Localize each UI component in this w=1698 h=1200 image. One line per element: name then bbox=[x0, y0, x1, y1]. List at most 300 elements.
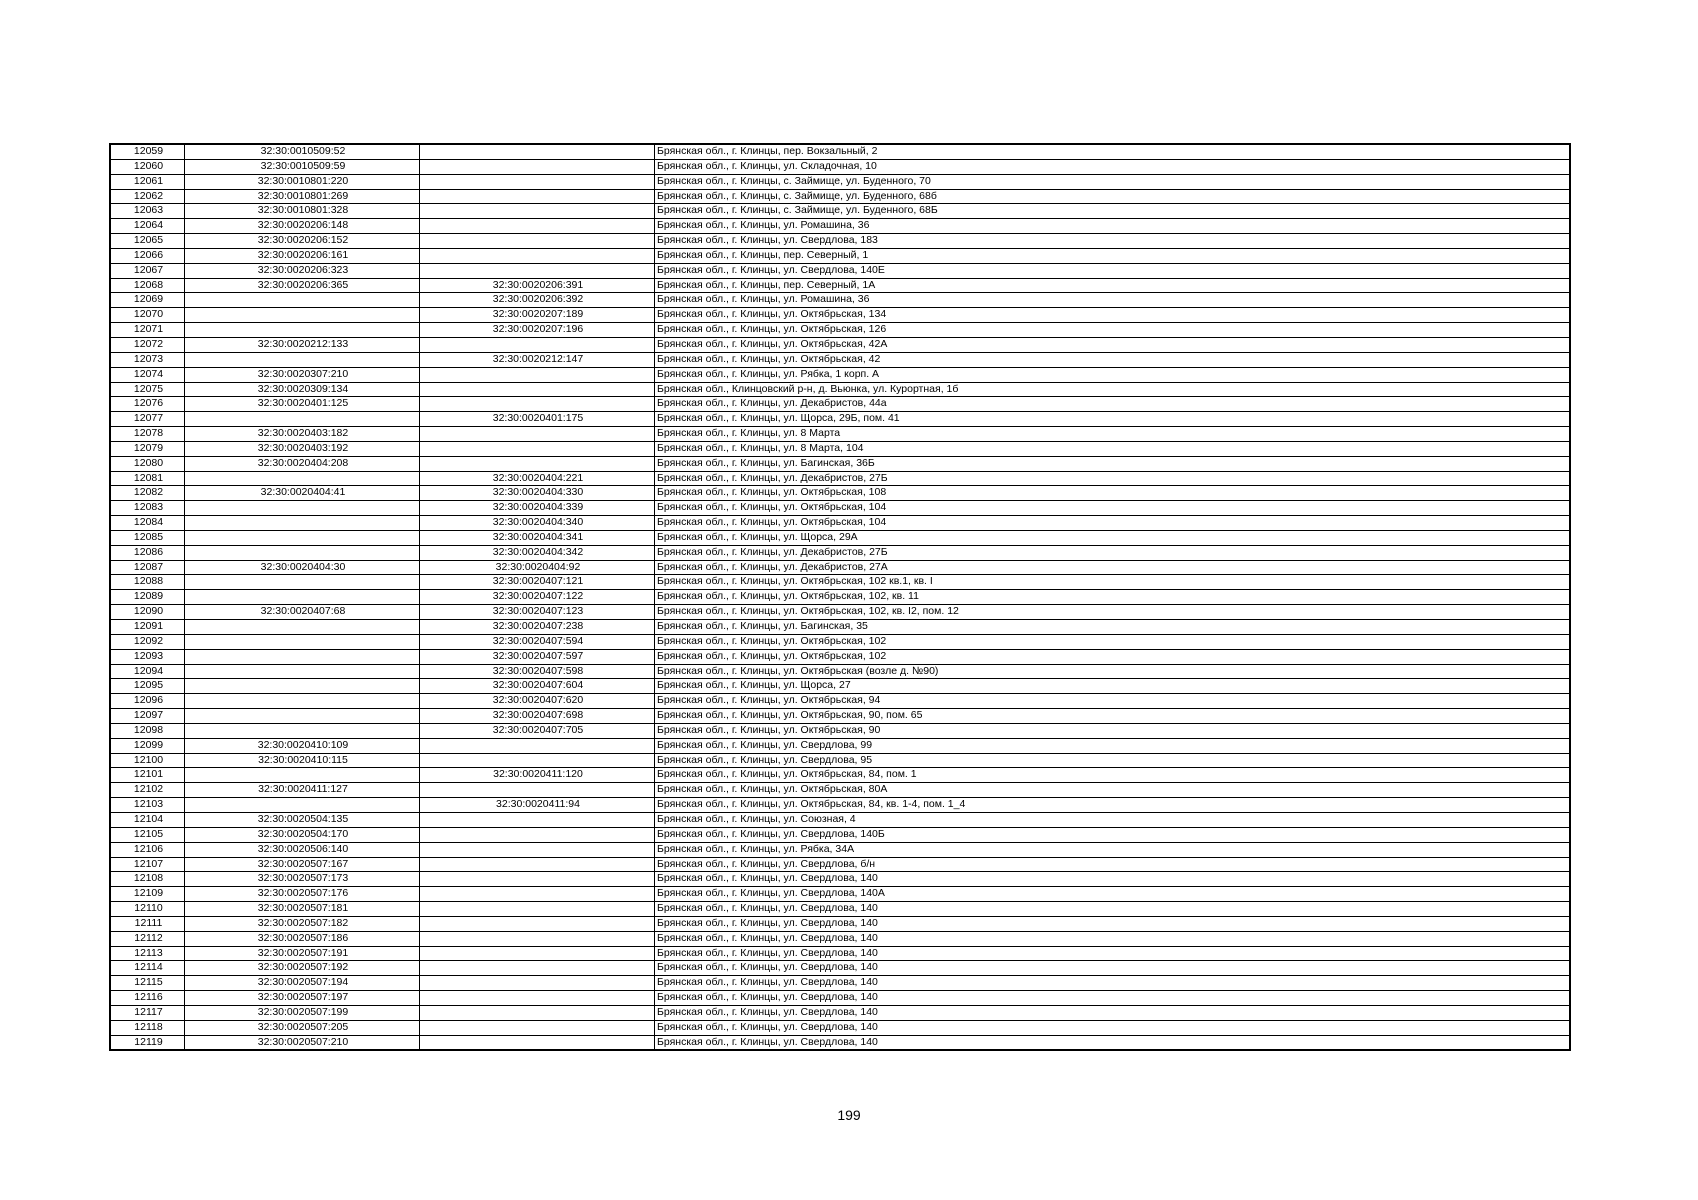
related-cadastral-number-cell bbox=[420, 234, 655, 249]
row-number-cell: 12095 bbox=[110, 679, 185, 694]
related-cadastral-number-cell: 32:30:0020407:620 bbox=[420, 694, 655, 709]
address-cell: Брянская обл., г. Клинцы, ул. Октябрьская, 94 bbox=[655, 694, 1571, 709]
related-cadastral-number-cell bbox=[420, 248, 655, 263]
related-cadastral-number-cell: 32:30:0020407:705 bbox=[420, 723, 655, 738]
table-row bbox=[110, 709, 1570, 724]
cadastral-number-cell: 32:30:0020507:182 bbox=[185, 916, 420, 931]
table-row bbox=[110, 412, 1570, 427]
address-cell: Брянская обл., г. Клинцы, ул. Свердлова, 140 bbox=[655, 961, 1571, 976]
address-cell: Брянская обл., г. Клинцы, ул. Свердлова, 140 bbox=[655, 872, 1571, 887]
row-number-cell: 12071 bbox=[110, 323, 185, 338]
cadastral-number-cell: 32:30:0020507:191 bbox=[185, 946, 420, 961]
row-number-cell: 12075 bbox=[110, 382, 185, 397]
row-number-cell: 12094 bbox=[110, 664, 185, 679]
row-number-cell: 12110 bbox=[110, 902, 185, 917]
related-cadastral-number-cell: 32:30:0020407:604 bbox=[420, 679, 655, 694]
cadastral-number-cell: 32:30:0010801:269 bbox=[185, 189, 420, 204]
related-cadastral-number-cell: 32:30:0020404:330 bbox=[420, 486, 655, 501]
table-row bbox=[110, 694, 1570, 709]
row-number-cell: 12059 bbox=[110, 144, 185, 159]
table-row bbox=[110, 248, 1570, 263]
cadastral-number-cell bbox=[185, 530, 420, 545]
table-row bbox=[110, 486, 1570, 501]
address-cell: Брянская обл., г. Клинцы, ул. Свердлова, 140 bbox=[655, 902, 1571, 917]
related-cadastral-number-cell bbox=[420, 946, 655, 961]
cadastral-number-cell: 32:30:0020309:134 bbox=[185, 382, 420, 397]
related-cadastral-number-cell bbox=[420, 931, 655, 946]
related-cadastral-number-cell bbox=[420, 1020, 655, 1035]
related-cadastral-number-cell bbox=[420, 159, 655, 174]
cadastral-number-cell bbox=[185, 501, 420, 516]
cadastral-number-cell: 32:30:0020212:133 bbox=[185, 337, 420, 352]
table-row bbox=[110, 1005, 1570, 1020]
row-number-cell: 12118 bbox=[110, 1020, 185, 1035]
row-number-cell: 12069 bbox=[110, 293, 185, 308]
row-number-cell: 12083 bbox=[110, 501, 185, 516]
related-cadastral-number-cell bbox=[420, 367, 655, 382]
address-cell: Брянская обл., г. Клинцы, ул. Щорса, 29А bbox=[655, 530, 1571, 545]
address-cell: Брянская обл., г. Клинцы, пер. Вокзальный, 2 bbox=[655, 144, 1571, 159]
related-cadastral-number-cell bbox=[420, 456, 655, 471]
row-number-cell: 12082 bbox=[110, 486, 185, 501]
row-number-cell: 12067 bbox=[110, 263, 185, 278]
cadastral-number-cell bbox=[185, 798, 420, 813]
related-cadastral-number-cell: 32:30:0020206:391 bbox=[420, 278, 655, 293]
address-cell: Брянская обл., г. Клинцы, ул. Октябрьская, 84, пом. 1 bbox=[655, 768, 1571, 783]
row-number-cell: 12108 bbox=[110, 872, 185, 887]
table-row bbox=[110, 649, 1570, 664]
address-cell: Брянская обл., г. Клинцы, ул. Октябрьская, 102 кв.1, кв. I bbox=[655, 575, 1571, 590]
cadastral-number-cell bbox=[185, 679, 420, 694]
row-number-cell: 12081 bbox=[110, 471, 185, 486]
row-number-cell: 12076 bbox=[110, 397, 185, 412]
related-cadastral-number-cell: 32:30:0020411:94 bbox=[420, 798, 655, 813]
row-number-cell: 12100 bbox=[110, 753, 185, 768]
address-cell: Брянская обл., г. Клинцы, ул. Щорса, 29Б, пом. 41 bbox=[655, 412, 1571, 427]
cadastral-number-cell: 32:30:0020403:182 bbox=[185, 427, 420, 442]
address-cell: Брянская обл., г. Клинцы, ул. Ромашина, 36 bbox=[655, 293, 1571, 308]
row-number-cell: 12084 bbox=[110, 516, 185, 531]
cadastral-number-cell: 32:30:0020407:68 bbox=[185, 605, 420, 620]
cadastral-number-cell: 32:30:0020410:109 bbox=[185, 738, 420, 753]
cadastral-number-cell bbox=[185, 590, 420, 605]
table-row bbox=[110, 931, 1570, 946]
row-number-cell: 12068 bbox=[110, 278, 185, 293]
row-number-cell: 12073 bbox=[110, 352, 185, 367]
related-cadastral-number-cell bbox=[420, 872, 655, 887]
cadastral-number-cell: 32:30:0020507:167 bbox=[185, 857, 420, 872]
related-cadastral-number-cell: 32:30:0020407:594 bbox=[420, 634, 655, 649]
row-number-cell: 12086 bbox=[110, 545, 185, 560]
address-cell: Брянская обл., г. Клинцы, ул. Багинская, 35 bbox=[655, 620, 1571, 635]
related-cadastral-number-cell: 32:30:0020407:698 bbox=[420, 709, 655, 724]
related-cadastral-number-cell bbox=[420, 441, 655, 456]
table-row bbox=[110, 293, 1570, 308]
address-cell: Брянская обл., г. Клинцы, ул. Октябрьская, 84, кв. 1-4, пом. 1_4 bbox=[655, 798, 1571, 813]
row-number-cell: 12066 bbox=[110, 248, 185, 263]
cadastral-number-cell: 32:30:0010801:220 bbox=[185, 174, 420, 189]
address-cell: Брянская обл., Клинцовский р-н, д. Вьюнка, ул. Курортная, 1б bbox=[655, 382, 1571, 397]
related-cadastral-number-cell: 32:30:0020407:597 bbox=[420, 649, 655, 664]
related-cadastral-number-cell: 32:30:0020407:598 bbox=[420, 664, 655, 679]
table-row bbox=[110, 798, 1570, 813]
cadastral-number-cell: 32:30:0020507:173 bbox=[185, 872, 420, 887]
table-row bbox=[110, 812, 1570, 827]
related-cadastral-number-cell: 32:30:0020404:340 bbox=[420, 516, 655, 531]
cadastral-number-cell: 32:30:0020206:161 bbox=[185, 248, 420, 263]
row-number-cell: 12089 bbox=[110, 590, 185, 605]
table-row bbox=[110, 530, 1570, 545]
row-number-cell: 12105 bbox=[110, 827, 185, 842]
related-cadastral-number-cell bbox=[420, 427, 655, 442]
address-cell: Брянская обл., г. Клинцы, ул. Октябрьская, 134 bbox=[655, 308, 1571, 323]
table-row bbox=[110, 827, 1570, 842]
row-number-cell: 12112 bbox=[110, 931, 185, 946]
table-row bbox=[110, 753, 1570, 768]
address-cell: Брянская обл., г. Клинцы, ул. Декабристов, 27А bbox=[655, 560, 1571, 575]
address-cell: Брянская обл., г. Клинцы, ул. Октябрьская, 102 bbox=[655, 634, 1571, 649]
related-cadastral-number-cell: 32:30:0020404:92 bbox=[420, 560, 655, 575]
cadastral-number-cell: 32:30:0020507:197 bbox=[185, 991, 420, 1006]
address-cell: Брянская обл., г. Клинцы, ул. Октябрьская, 104 bbox=[655, 501, 1571, 516]
related-cadastral-number-cell bbox=[420, 337, 655, 352]
cadastral-number-cell bbox=[185, 664, 420, 679]
cadastral-number-cell: 32:30:0020403:192 bbox=[185, 441, 420, 456]
address-cell: Брянская обл., г. Клинцы, ул. Декабристов, 27Б bbox=[655, 545, 1571, 560]
table-row bbox=[110, 872, 1570, 887]
table-row bbox=[110, 887, 1570, 902]
cadastral-number-cell bbox=[185, 768, 420, 783]
table-row bbox=[110, 902, 1570, 917]
row-number-cell: 12061 bbox=[110, 174, 185, 189]
row-number-cell: 12079 bbox=[110, 441, 185, 456]
related-cadastral-number-cell: 32:30:0020404:221 bbox=[420, 471, 655, 486]
address-cell: Брянская обл., г. Клинцы, ул. Багинская, 36Б bbox=[655, 456, 1571, 471]
address-cell: Брянская обл., г. Клинцы, ул. Ромашина, 36 bbox=[655, 219, 1571, 234]
row-number-cell: 12117 bbox=[110, 1005, 185, 1020]
related-cadastral-number-cell: 32:30:0020207:196 bbox=[420, 323, 655, 338]
cadastral-number-cell bbox=[185, 694, 420, 709]
row-number-cell: 12060 bbox=[110, 159, 185, 174]
registry-sheet bbox=[109, 143, 1571, 1051]
table-row bbox=[110, 634, 1570, 649]
table-row bbox=[110, 144, 1570, 159]
row-number-cell: 12088 bbox=[110, 575, 185, 590]
cadastral-number-cell: 32:30:0020507:176 bbox=[185, 887, 420, 902]
related-cadastral-number-cell bbox=[420, 976, 655, 991]
related-cadastral-number-cell bbox=[420, 204, 655, 219]
cadastral-number-cell: 32:30:0020506:140 bbox=[185, 842, 420, 857]
row-number-cell: 12097 bbox=[110, 709, 185, 724]
related-cadastral-number-cell bbox=[420, 961, 655, 976]
related-cadastral-number-cell bbox=[420, 916, 655, 931]
address-cell: Брянская обл., г. Клинцы, ул. Свердлова, 140Б bbox=[655, 827, 1571, 842]
related-cadastral-number-cell: 32:30:0020404:342 bbox=[420, 545, 655, 560]
table-row bbox=[110, 842, 1570, 857]
address-cell: Брянская обл., г. Клинцы, ул. Свердлова, 140 bbox=[655, 976, 1571, 991]
cadastral-number-cell: 32:30:0020507:205 bbox=[185, 1020, 420, 1035]
table-row bbox=[110, 204, 1570, 219]
address-cell: Брянская обл., г. Клинцы, ул. Свердлова, 95 bbox=[655, 753, 1571, 768]
address-cell: Брянская обл., г. Клинцы, ул. Свердлова, 140 bbox=[655, 1020, 1571, 1035]
cadastral-number-cell bbox=[185, 620, 420, 635]
table-row bbox=[110, 1035, 1570, 1050]
cadastral-number-cell bbox=[185, 352, 420, 367]
row-number-cell: 12072 bbox=[110, 337, 185, 352]
table-row bbox=[110, 679, 1570, 694]
cadastral-number-cell: 32:30:0020410:115 bbox=[185, 753, 420, 768]
row-number-cell: 12077 bbox=[110, 412, 185, 427]
table-row bbox=[110, 916, 1570, 931]
cadastral-number-cell: 32:30:0010509:52 bbox=[185, 144, 420, 159]
cadastral-number-cell: 32:30:0020507:186 bbox=[185, 931, 420, 946]
cadastral-number-cell: 32:30:0020507:181 bbox=[185, 902, 420, 917]
table-row bbox=[110, 545, 1570, 560]
address-cell: Брянская обл., г. Клинцы, ул. Свердлова, 140 bbox=[655, 1005, 1571, 1020]
cadastral-number-cell: 32:30:0020504:170 bbox=[185, 827, 420, 842]
address-cell: Брянская обл., г. Клинцы, пер. Северный, 1 bbox=[655, 248, 1571, 263]
related-cadastral-number-cell bbox=[420, 812, 655, 827]
related-cadastral-number-cell bbox=[420, 753, 655, 768]
row-number-cell: 12092 bbox=[110, 634, 185, 649]
table-row bbox=[110, 575, 1570, 590]
table-row bbox=[110, 961, 1570, 976]
registry-table-body bbox=[110, 144, 1570, 1050]
address-cell: Брянская обл., г. Клинцы, ул. Свердлова, 140А bbox=[655, 887, 1571, 902]
row-number-cell: 12090 bbox=[110, 605, 185, 620]
cadastral-number-cell: 32:30:0020507:210 bbox=[185, 1035, 420, 1050]
table-row bbox=[110, 738, 1570, 753]
table-row bbox=[110, 427, 1570, 442]
related-cadastral-number-cell bbox=[420, 887, 655, 902]
row-number-cell: 12098 bbox=[110, 723, 185, 738]
address-cell: Брянская обл., г. Клинцы, ул. Свердлова, 140 bbox=[655, 991, 1571, 1006]
cadastral-number-cell bbox=[185, 412, 420, 427]
address-cell: Брянская обл., г. Клинцы, ул. Октябрьская, 102 bbox=[655, 649, 1571, 664]
address-cell: Брянская обл., г. Клинцы, ул. Октябрьская, 90, пом. 65 bbox=[655, 709, 1571, 724]
address-cell: Брянская обл., г. Клинцы, ул. Свердлова, 140 bbox=[655, 931, 1571, 946]
cadastral-number-cell: 32:30:0020507:192 bbox=[185, 961, 420, 976]
address-cell: Брянская обл., г. Клинцы, ул. Союзная, 4 bbox=[655, 812, 1571, 827]
related-cadastral-number-cell bbox=[420, 1035, 655, 1050]
related-cadastral-number-cell: 32:30:0020407:122 bbox=[420, 590, 655, 605]
row-number-cell: 12102 bbox=[110, 783, 185, 798]
related-cadastral-number-cell bbox=[420, 144, 655, 159]
cadastral-number-cell: 32:30:0010801:328 bbox=[185, 204, 420, 219]
table-row bbox=[110, 234, 1570, 249]
row-number-cell: 12107 bbox=[110, 857, 185, 872]
related-cadastral-number-cell bbox=[420, 1005, 655, 1020]
address-cell: Брянская обл., г. Клинцы, с. Займище, ул. Буденного, 70 bbox=[655, 174, 1571, 189]
cadastral-number-cell bbox=[185, 649, 420, 664]
table-row bbox=[110, 501, 1570, 516]
table-row bbox=[110, 397, 1570, 412]
row-number-cell: 12062 bbox=[110, 189, 185, 204]
related-cadastral-number-cell: 32:30:0020407:121 bbox=[420, 575, 655, 590]
address-cell: Брянская обл., г. Клинцы, пер. Северный, 1А bbox=[655, 278, 1571, 293]
related-cadastral-number-cell bbox=[420, 189, 655, 204]
cadastral-number-cell bbox=[185, 545, 420, 560]
row-number-cell: 12103 bbox=[110, 798, 185, 813]
table-row bbox=[110, 174, 1570, 189]
related-cadastral-number-cell bbox=[420, 219, 655, 234]
cadastral-number-cell: 32:30:0020507:199 bbox=[185, 1005, 420, 1020]
address-cell: Брянская обл., г. Клинцы, ул. Декабристов, 27Б bbox=[655, 471, 1571, 486]
table-row bbox=[110, 605, 1570, 620]
row-number-cell: 12080 bbox=[110, 456, 185, 471]
address-cell: Брянская обл., г. Клинцы, ул. Октябрьская, 102, кв. I2, пом. 12 bbox=[655, 605, 1571, 620]
cadastral-number-cell: 32:30:0020206:148 bbox=[185, 219, 420, 234]
table-row bbox=[110, 323, 1570, 338]
table-row bbox=[110, 590, 1570, 605]
row-number-cell: 12087 bbox=[110, 560, 185, 575]
address-cell: Брянская обл., г. Клинцы, ул. Складочная, 10 bbox=[655, 159, 1571, 174]
address-cell: Брянская обл., г. Клинцы, ул. Щорса, 27 bbox=[655, 679, 1571, 694]
address-cell: Брянская обл., г. Клинцы, ул. Рябка, 34А bbox=[655, 842, 1571, 857]
table-row bbox=[110, 783, 1570, 798]
related-cadastral-number-cell: 32:30:0020206:392 bbox=[420, 293, 655, 308]
cadastral-number-cell bbox=[185, 709, 420, 724]
registry-table bbox=[109, 143, 1571, 1051]
table-row bbox=[110, 456, 1570, 471]
related-cadastral-number-cell bbox=[420, 857, 655, 872]
cadastral-number-cell: 32:30:0020307:210 bbox=[185, 367, 420, 382]
row-number-cell: 12085 bbox=[110, 530, 185, 545]
cadastral-number-cell bbox=[185, 471, 420, 486]
row-number-cell: 12078 bbox=[110, 427, 185, 442]
cadastral-number-cell bbox=[185, 634, 420, 649]
table-row bbox=[110, 471, 1570, 486]
table-row bbox=[110, 857, 1570, 872]
row-number-cell: 12104 bbox=[110, 812, 185, 827]
cadastral-number-cell bbox=[185, 516, 420, 531]
table-row bbox=[110, 159, 1570, 174]
address-cell: Брянская обл., г. Клинцы, ул. Октябрьская, 42 bbox=[655, 352, 1571, 367]
cadastral-number-cell bbox=[185, 723, 420, 738]
cadastral-number-cell: 32:30:0020507:194 bbox=[185, 976, 420, 991]
related-cadastral-number-cell bbox=[420, 991, 655, 1006]
related-cadastral-number-cell bbox=[420, 738, 655, 753]
address-cell: Брянская обл., г. Клинцы, ул. 8 Марта, 104 bbox=[655, 441, 1571, 456]
address-cell: Брянская обл., г. Клинцы, ул. Октябрьская, 80А bbox=[655, 783, 1571, 798]
row-number-cell: 12096 bbox=[110, 694, 185, 709]
cadastral-number-cell: 32:30:0020404:41 bbox=[185, 486, 420, 501]
table-row bbox=[110, 560, 1570, 575]
cadastral-number-cell: 32:30:0020206:365 bbox=[185, 278, 420, 293]
row-number-cell: 12091 bbox=[110, 620, 185, 635]
page-number: 199 bbox=[837, 1107, 861, 1123]
table-row bbox=[110, 308, 1570, 323]
row-number-cell: 12111 bbox=[110, 916, 185, 931]
row-number-cell: 12070 bbox=[110, 308, 185, 323]
row-number-cell: 12093 bbox=[110, 649, 185, 664]
cadastral-number-cell: 32:30:0020411:127 bbox=[185, 783, 420, 798]
address-cell: Брянская обл., г. Клинцы, ул. Октябрьская, 102, кв. 11 bbox=[655, 590, 1571, 605]
address-cell: Брянская обл., г. Клинцы, ул. Свердлова, 99 bbox=[655, 738, 1571, 753]
cadastral-number-cell: 32:30:0010509:59 bbox=[185, 159, 420, 174]
related-cadastral-number-cell: 32:30:0020404:341 bbox=[420, 530, 655, 545]
cadastral-number-cell bbox=[185, 323, 420, 338]
address-cell: Брянская обл., г. Клинцы, с. Займище, ул. Буденного, 68Б bbox=[655, 204, 1571, 219]
related-cadastral-number-cell bbox=[420, 842, 655, 857]
address-cell: Брянская обл., г. Клинцы, ул. Свердлова, 140 bbox=[655, 1035, 1571, 1050]
related-cadastral-number-cell bbox=[420, 174, 655, 189]
cadastral-number-cell: 32:30:0020206:152 bbox=[185, 234, 420, 249]
address-cell: Брянская обл., г. Клинцы, ул. Октябрьская, 90 bbox=[655, 723, 1571, 738]
address-cell: Брянская обл., г. Клинцы, ул. Свердлова, б/н bbox=[655, 857, 1571, 872]
row-number-cell: 12106 bbox=[110, 842, 185, 857]
related-cadastral-number-cell bbox=[420, 783, 655, 798]
cadastral-number-cell: 32:30:0020206:323 bbox=[185, 263, 420, 278]
address-cell: Брянская обл., г. Клинцы, ул. Октябрьская, 104 bbox=[655, 516, 1571, 531]
row-number-cell: 12109 bbox=[110, 887, 185, 902]
related-cadastral-number-cell: 32:30:0020212:147 bbox=[420, 352, 655, 367]
related-cadastral-number-cell bbox=[420, 902, 655, 917]
cadastral-number-cell: 32:30:0020404:208 bbox=[185, 456, 420, 471]
table-row bbox=[110, 991, 1570, 1006]
address-cell: Брянская обл., г. Клинцы, ул. Октябрьская, 42А bbox=[655, 337, 1571, 352]
address-cell: Брянская обл., г. Клинцы, ул. Свердлова, 140 bbox=[655, 946, 1571, 961]
row-number-cell: 12064 bbox=[110, 219, 185, 234]
related-cadastral-number-cell: 32:30:0020407:123 bbox=[420, 605, 655, 620]
table-row bbox=[110, 219, 1570, 234]
address-cell: Брянская обл., г. Клинцы, ул. 8 Марта bbox=[655, 427, 1571, 442]
address-cell: Брянская обл., г. Клинцы, ул. Декабристов, 44а bbox=[655, 397, 1571, 412]
address-cell: Брянская обл., г. Клинцы, ул. Рябка, 1 корп. А bbox=[655, 367, 1571, 382]
table-row bbox=[110, 976, 1570, 991]
table-row bbox=[110, 189, 1570, 204]
cadastral-number-cell: 32:30:0020504:135 bbox=[185, 812, 420, 827]
table-row bbox=[110, 367, 1570, 382]
table-row bbox=[110, 278, 1570, 293]
address-cell: Брянская обл., г. Клинцы, ул. Свердлова, 140 bbox=[655, 916, 1571, 931]
address-cell: Брянская обл., г. Клинцы, с. Займище, ул. Буденного, 68б bbox=[655, 189, 1571, 204]
related-cadastral-number-cell: 32:30:0020411:120 bbox=[420, 768, 655, 783]
cadastral-number-cell bbox=[185, 575, 420, 590]
address-cell: Брянская обл., г. Клинцы, ул. Свердлова, 183 bbox=[655, 234, 1571, 249]
row-number-cell: 12116 bbox=[110, 991, 185, 1006]
table-row bbox=[110, 337, 1570, 352]
related-cadastral-number-cell bbox=[420, 263, 655, 278]
table-row bbox=[110, 352, 1570, 367]
table-row bbox=[110, 441, 1570, 456]
cadastral-number-cell bbox=[185, 293, 420, 308]
related-cadastral-number-cell bbox=[420, 382, 655, 397]
table-row bbox=[110, 1020, 1570, 1035]
address-cell: Брянская обл., г. Клинцы, ул. Свердлова, 140Е bbox=[655, 263, 1571, 278]
row-number-cell: 12074 bbox=[110, 367, 185, 382]
row-number-cell: 12119 bbox=[110, 1035, 185, 1050]
address-cell: Брянская обл., г. Клинцы, ул. Октябрьская, 108 bbox=[655, 486, 1571, 501]
row-number-cell: 12101 bbox=[110, 768, 185, 783]
row-number-cell: 12115 bbox=[110, 976, 185, 991]
row-number-cell: 12113 bbox=[110, 946, 185, 961]
table-row bbox=[110, 946, 1570, 961]
related-cadastral-number-cell: 32:30:0020407:238 bbox=[420, 620, 655, 635]
related-cadastral-number-cell bbox=[420, 827, 655, 842]
related-cadastral-number-cell: 32:30:0020207:189 bbox=[420, 308, 655, 323]
related-cadastral-number-cell: 32:30:0020404:339 bbox=[420, 501, 655, 516]
row-number-cell: 12063 bbox=[110, 204, 185, 219]
cadastral-number-cell bbox=[185, 308, 420, 323]
row-number-cell: 12065 bbox=[110, 234, 185, 249]
table-row bbox=[110, 664, 1570, 679]
table-row bbox=[110, 382, 1570, 397]
cadastral-number-cell: 32:30:0020404:30 bbox=[185, 560, 420, 575]
address-cell: Брянская обл., г. Клинцы, ул. Октябрьская, 126 bbox=[655, 323, 1571, 338]
address-cell: Брянская обл., г. Клинцы, ул. Октябрьская (возле д. №90) bbox=[655, 664, 1571, 679]
related-cadastral-number-cell: 32:30:0020401:175 bbox=[420, 412, 655, 427]
